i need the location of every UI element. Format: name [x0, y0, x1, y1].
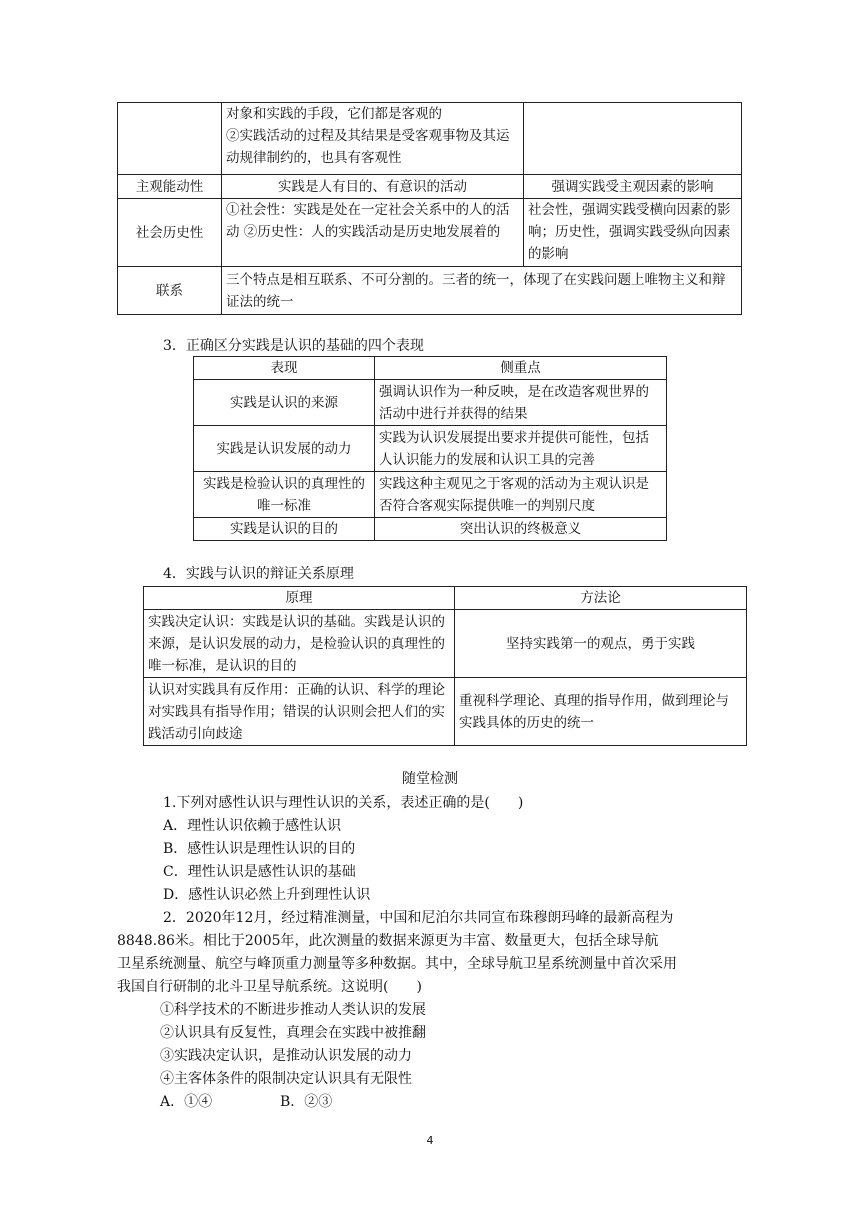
- cell-methodology: 重视科学理论、真理的指导作用，做到理论与实践具体的历史的统一: [455, 678, 747, 746]
- question-2-stem-line: 2．2020年12月，经过精准测量，中国和尼泊尔共同宣布珠穆朗玛峰的最新高程为: [163, 910, 674, 926]
- basis-table: [193, 356, 667, 541]
- cell-focus: 突出认识的终极意义: [375, 518, 667, 541]
- row-note: [524, 103, 742, 175]
- row-note: 社会性，强调实践受横向因素的影响；历史性，强调实践受纵向因素的影响: [524, 199, 742, 267]
- row-note: 强调实践受主观因素的影响: [524, 175, 742, 199]
- row-content: 三个特点是相互联系、不可分割的。三者的统一，体现了在实践问题上唯物主义和辩证法的统一: [222, 267, 742, 315]
- column-header: 表现: [194, 357, 375, 380]
- column-header: 侧重点: [375, 357, 667, 380]
- table-row: [118, 267, 742, 315]
- question-2-item: ①科学技术的不断进步推动人类认识的发展: [160, 1002, 426, 1018]
- question-2-item: ④主客体条件的限制决定认识具有无限性: [160, 1071, 412, 1087]
- table-row: [194, 518, 667, 541]
- cell-aspect: 实践是认识发展的动力: [194, 426, 375, 472]
- dialectic-table: [143, 586, 747, 746]
- row-label: 主观能动性: [118, 175, 222, 199]
- question-1-option-d: D．感性认识必然上升到理性认识: [163, 887, 371, 903]
- cell-focus: 实践为认识发展提出要求并提供可能性，包括人认识能力的发展和认识工具的完善: [375, 426, 667, 472]
- question-2-option-a: A．①④: [160, 1094, 213, 1110]
- table-row: [118, 175, 742, 199]
- table-header-row: [194, 357, 667, 380]
- table-row: [194, 426, 667, 472]
- practice-features-table: [117, 102, 742, 315]
- section-heading: 3．正确区分实践是认识的基础的四个表现: [163, 338, 424, 354]
- question-2-item: ③实践决定认识，是推动认识发展的动力: [160, 1048, 412, 1064]
- table-row: [144, 678, 747, 746]
- table-row: [118, 103, 742, 175]
- question-2-option-b: B．②③: [280, 1094, 333, 1110]
- cell-aspect: 实践是认识的目的: [194, 518, 375, 541]
- cell-focus: 实践这种主观见之于客观的活动为主观认识是否符合客观实际提供唯一的判别尺度: [375, 472, 667, 518]
- cell-aspect: 实践是认识的来源: [194, 380, 375, 426]
- question-1-option-a: A．理性认识依赖于感性认识: [163, 818, 342, 834]
- cell-principle: 认识对实践具有反作用：正确的认识、科学的理论对实践具有指导作用；错误的认识则会把人们的实践活动引向歧途: [144, 678, 455, 746]
- cell-principle: 实践决定认识：实践是认识的基础。实践是认识的来源，是认识发展的动力，是检验认识的真理性的唯一标准，是认识的目的: [144, 610, 455, 678]
- page-number: 4: [426, 1134, 434, 1147]
- cell-aspect: 实践是检验认识的真理性的唯一标准: [194, 472, 375, 518]
- row-content: ①社会性：实践是处在一定社会关系中的人的活动 ②历史性：人的实践活动是历史地发展着的: [222, 199, 524, 267]
- row-label: [118, 103, 222, 175]
- question-1-option-b: B．感性认识是理性认识的目的: [163, 841, 356, 857]
- table-row: [118, 199, 742, 267]
- table-row: [144, 610, 747, 678]
- row-content: 实践是人有目的、有意识的活动: [222, 175, 524, 199]
- question-1-stem: 1.下列对感性认识与理性认识的关系，表述正确的是( ): [163, 795, 524, 811]
- question-2-stem-line: 我国自行研制的北斗卫星导航系统。这说明( ): [117, 979, 422, 995]
- row-label: 联系: [118, 267, 222, 315]
- question-2-item: ②认识具有反复性，真理会在实践中被推翻: [160, 1025, 426, 1041]
- question-1-option-c: C．理性认识是感性认识的基础: [163, 864, 356, 880]
- question-2-stem-line: 8848.86米。相比于2005年，此次测量的数据来源更为丰富、数量更大，包括全球导航: [117, 933, 659, 949]
- section-heading: 4．实践与认识的辩证关系原理: [163, 566, 354, 582]
- cell-focus: 强调认识作为一种反映，是在改造客观世界的活动中进行并获得的结果: [375, 380, 667, 426]
- table-row: [194, 380, 667, 426]
- cell-methodology: 坚持实践第一的观点，勇于实践: [455, 610, 747, 678]
- column-header: 原理: [144, 587, 455, 610]
- row-content: 对象和实践的手段，它们都是客观的 ②实践活动的过程及其结果是受客观事物及其运动规律制约的，也具有客观性: [222, 103, 524, 175]
- table-row: [194, 472, 667, 518]
- question-2-stem-line: 卫星系统测量、航空与峰顶重力测量等多种数据。其中，全球导航卫星系统测量中首次采用: [117, 956, 677, 972]
- row-label: 社会历史性: [118, 199, 222, 267]
- quiz-title: 随堂检测: [402, 771, 458, 787]
- column-header: 方法论: [455, 587, 747, 610]
- table-header-row: [144, 587, 747, 610]
